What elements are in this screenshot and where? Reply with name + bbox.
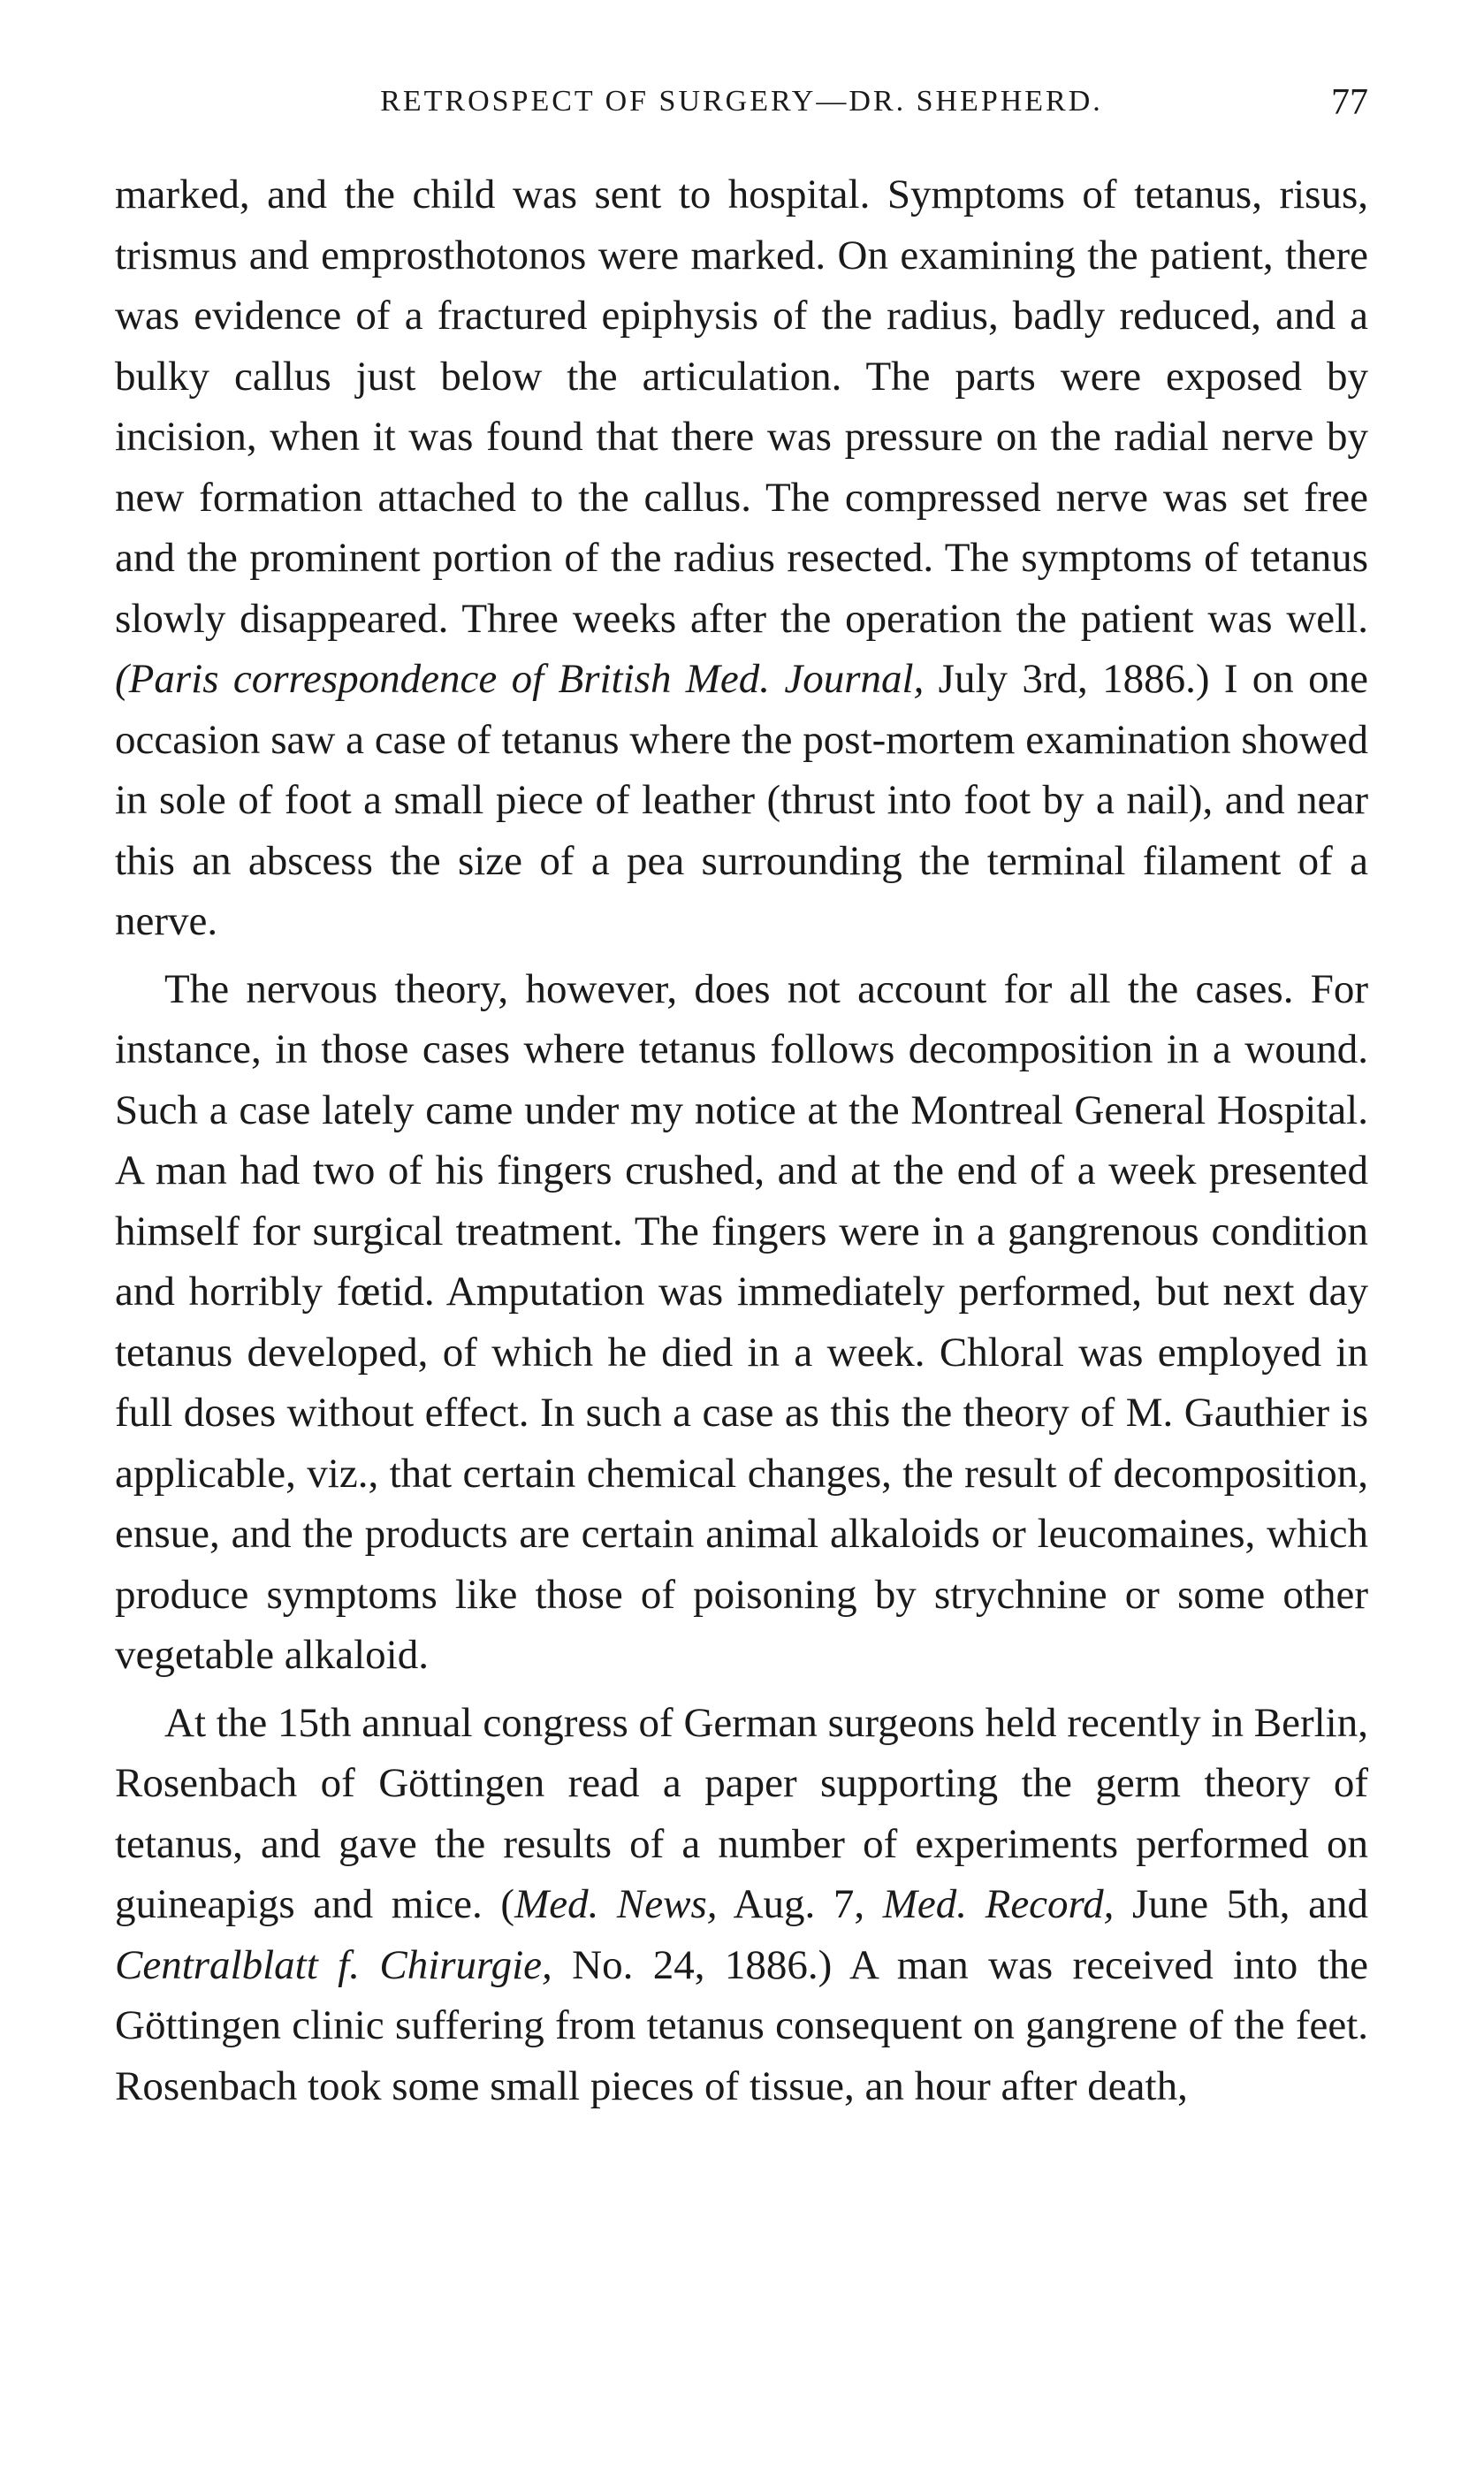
page-number: 77 xyxy=(1331,82,1368,123)
paragraph-2 xyxy=(115,959,1368,1686)
paragraph-1-text: marked, and the child was sent to hospital. Symptoms of tetanus, risus, trismus and emprosthotonos were marked. On examining the patient, there was evidence of a fractured epiphysis of the radius, badly reduced, and a bulky callus just below the articulation. The parts were exposed by incision, when it was found that there was pressure on the radial nerve by new formation attached to the callus. The compressed nerve was set free and the prominent portion of the radius resected. The symptoms of tetanus slowly disappeared. Three weeks after the operation the patient was well. xyxy=(115,172,1368,642)
paragraph-3 xyxy=(115,1693,1368,2117)
paragraph-1-tail: July 3rd, 1886.) I on one occasion saw a case of tetanus where the post-mortem examination showed in sole of foot a small piece of leather (thrust into foot by a nail), and near this an abscess the size of a pea surrounding the terminal filament of a nerve. xyxy=(115,656,1368,944)
paragraph-2-text: The nervous theory, however, does not account for all the cases. For instance, in those cases where tetanus follows decomposition in a wound. Such a case lately came under my notice at the Montreal General Hospital. A man had two of his fingers crushed, and at the end of a week presented himself for surgical treatment. The fingers were in a gangrenous condition and horribly fœtid. Amputation was immediately performed, but next day tetanus developed, of which he died in a week. Chloral was employed in full doses without effect. In such a case as this the theory of M. Gauthier is applicable, viz., that certain chemical changes, the result of decomposition, ensue, and the products are certain animal alkaloids or leucomaines, which produce symptoms like those of poisoning by strychnine or some other vegetable alkaloid. xyxy=(115,965,1368,1678)
paragraph-1 xyxy=(115,164,1368,952)
paragraph-3-citation-c: Centralblatt f. Chirurgie, xyxy=(115,1941,552,1988)
paragraph-3-text-c: June 5th, and xyxy=(1114,1881,1368,1927)
running-head xyxy=(115,82,1368,138)
body-text xyxy=(115,164,1368,2123)
paragraph-3-text-a: At the 15th annual congress of German surgeons held recently in Berlin, Rosenbach of Göttingen read a paper supporting the germ theory of tetanus, and gave the results of a number of experiments performed on guineapigs and mice. ( xyxy=(115,1699,1368,1927)
paragraph-3-citation-a: Med. News, xyxy=(514,1881,718,1927)
running-title: RETROSPECT OF SURGERY—DR. SHEPHERD. xyxy=(380,85,1103,118)
paragraph-3-citation-b: Med. Record, xyxy=(882,1881,1115,1927)
paragraph-3-text-d: No. 24, 1886.) A man was received into the Göttingen clinic suffering from tetanus consequent on gangrene of the feet. Rosenbach took some small pieces of tissue, an hour after death, xyxy=(115,1941,1368,2109)
paragraph-3-text-b: Aug. 7, xyxy=(717,1881,883,1927)
paragraph-1-citation: (Paris correspondence of British Med. Journal, xyxy=(115,656,925,702)
